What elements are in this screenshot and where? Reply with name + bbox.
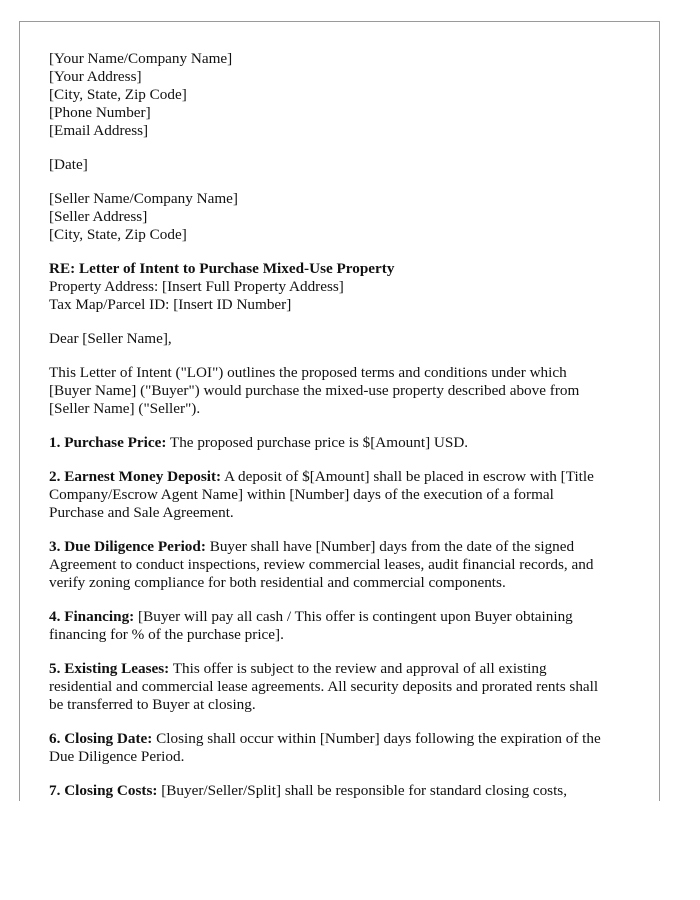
section-heading: 4. Financing: xyxy=(49,608,135,625)
section-line xyxy=(49,538,639,556)
section-due-diligence xyxy=(49,538,639,592)
section-heading: 6. Closing Date: xyxy=(49,730,153,747)
section-text: verify zoning compliance for both residential and commercial components. xyxy=(49,574,506,591)
sender-name: [Your Name/Company Name] xyxy=(49,50,233,67)
intro-line: This Letter of Intent ("LOI") outlines the proposed terms and conditions under which xyxy=(49,364,567,381)
section-text: Due Diligence Period. xyxy=(49,748,185,765)
section-text: Closing shall occur within [Number] days following the expiration of the xyxy=(152,730,601,747)
recipient-address: [Seller Address] xyxy=(49,208,148,225)
section-text: residential and commercial lease agreements. All security deposits and prorated rents shall xyxy=(49,678,599,695)
section-closing-date xyxy=(49,730,639,766)
sender-address: [Your Address] xyxy=(49,68,142,85)
section-heading: 1. Purchase Price: xyxy=(49,434,167,451)
property-address-line: Property Address: [Insert Full Property Address] xyxy=(49,278,344,295)
section-text: This offer is subject to the review and approval of all existing xyxy=(169,660,547,677)
section-text: [Buyer/Seller/Split] shall be responsible for standard closing costs, xyxy=(157,782,568,799)
letter-page xyxy=(19,21,660,801)
section-closing-costs xyxy=(49,782,639,800)
section-text: [Buyer will pay all cash / This offer is contingent upon Buyer obtaining xyxy=(134,608,573,625)
section-text: Purchase and Sale Agreement. xyxy=(49,504,234,521)
section-text: be transferred to Buyer at closing. xyxy=(49,696,256,713)
section-financing xyxy=(49,608,639,644)
section-heading: 7. Closing Costs: xyxy=(49,782,158,799)
section-line xyxy=(49,730,639,748)
section-text: Buyer shall have [Number] days from the date of the signed xyxy=(205,538,575,555)
section-text: financing for % of the purchase price]. xyxy=(49,626,284,643)
section-text: Company/Escrow Agent Name] within [Number] days of the execution of a formal xyxy=(49,486,554,503)
date-block xyxy=(49,156,639,174)
parcel-id-line: Tax Map/Parcel ID: [Insert ID Number] xyxy=(49,296,292,313)
subject-block xyxy=(49,260,639,314)
section-line xyxy=(49,660,639,678)
section-text: A deposit of $[Amount] shall be placed in escrow with [Title xyxy=(221,468,594,485)
section-heading: 3. Due Diligence Period: xyxy=(49,538,206,555)
section-line xyxy=(49,608,639,626)
section-heading: 2. Earnest Money Deposit: xyxy=(49,468,222,485)
section-line xyxy=(49,434,639,452)
letter-date: [Date] xyxy=(49,156,88,173)
section-earnest-money xyxy=(49,468,639,522)
sender-phone: [Phone Number] xyxy=(49,104,151,121)
intro-line: [Buyer Name] ("Buyer") would purchase the mixed-use property described above from xyxy=(49,382,580,399)
recipient-block xyxy=(49,190,639,244)
sender-block xyxy=(49,50,639,140)
section-text: The proposed purchase price is $[Amount] USD. xyxy=(166,434,469,451)
letter-body xyxy=(49,50,639,801)
intro-paragraph xyxy=(49,364,639,418)
sender-email: [Email Address] xyxy=(49,122,149,139)
section-existing-leases xyxy=(49,660,639,714)
recipient-city-state-zip: [City, State, Zip Code] xyxy=(49,226,187,243)
section-heading: 5. Existing Leases: xyxy=(49,660,170,677)
section-line xyxy=(49,782,639,800)
section-purchase-price xyxy=(49,434,639,452)
section-line xyxy=(49,468,639,486)
section-text: Agreement to conduct inspections, review commercial leases, audit financial records, and xyxy=(49,556,594,573)
salutation-block xyxy=(49,330,639,348)
recipient-name: [Seller Name/Company Name] xyxy=(49,190,238,207)
sender-city-state-zip: [City, State, Zip Code] xyxy=(49,86,187,103)
subject-re-line: RE: Letter of Intent to Purchase Mixed-Use Property xyxy=(49,260,395,277)
salutation: Dear [Seller Name], xyxy=(49,330,172,347)
intro-line: [Seller Name] ("Seller"). xyxy=(49,400,201,417)
